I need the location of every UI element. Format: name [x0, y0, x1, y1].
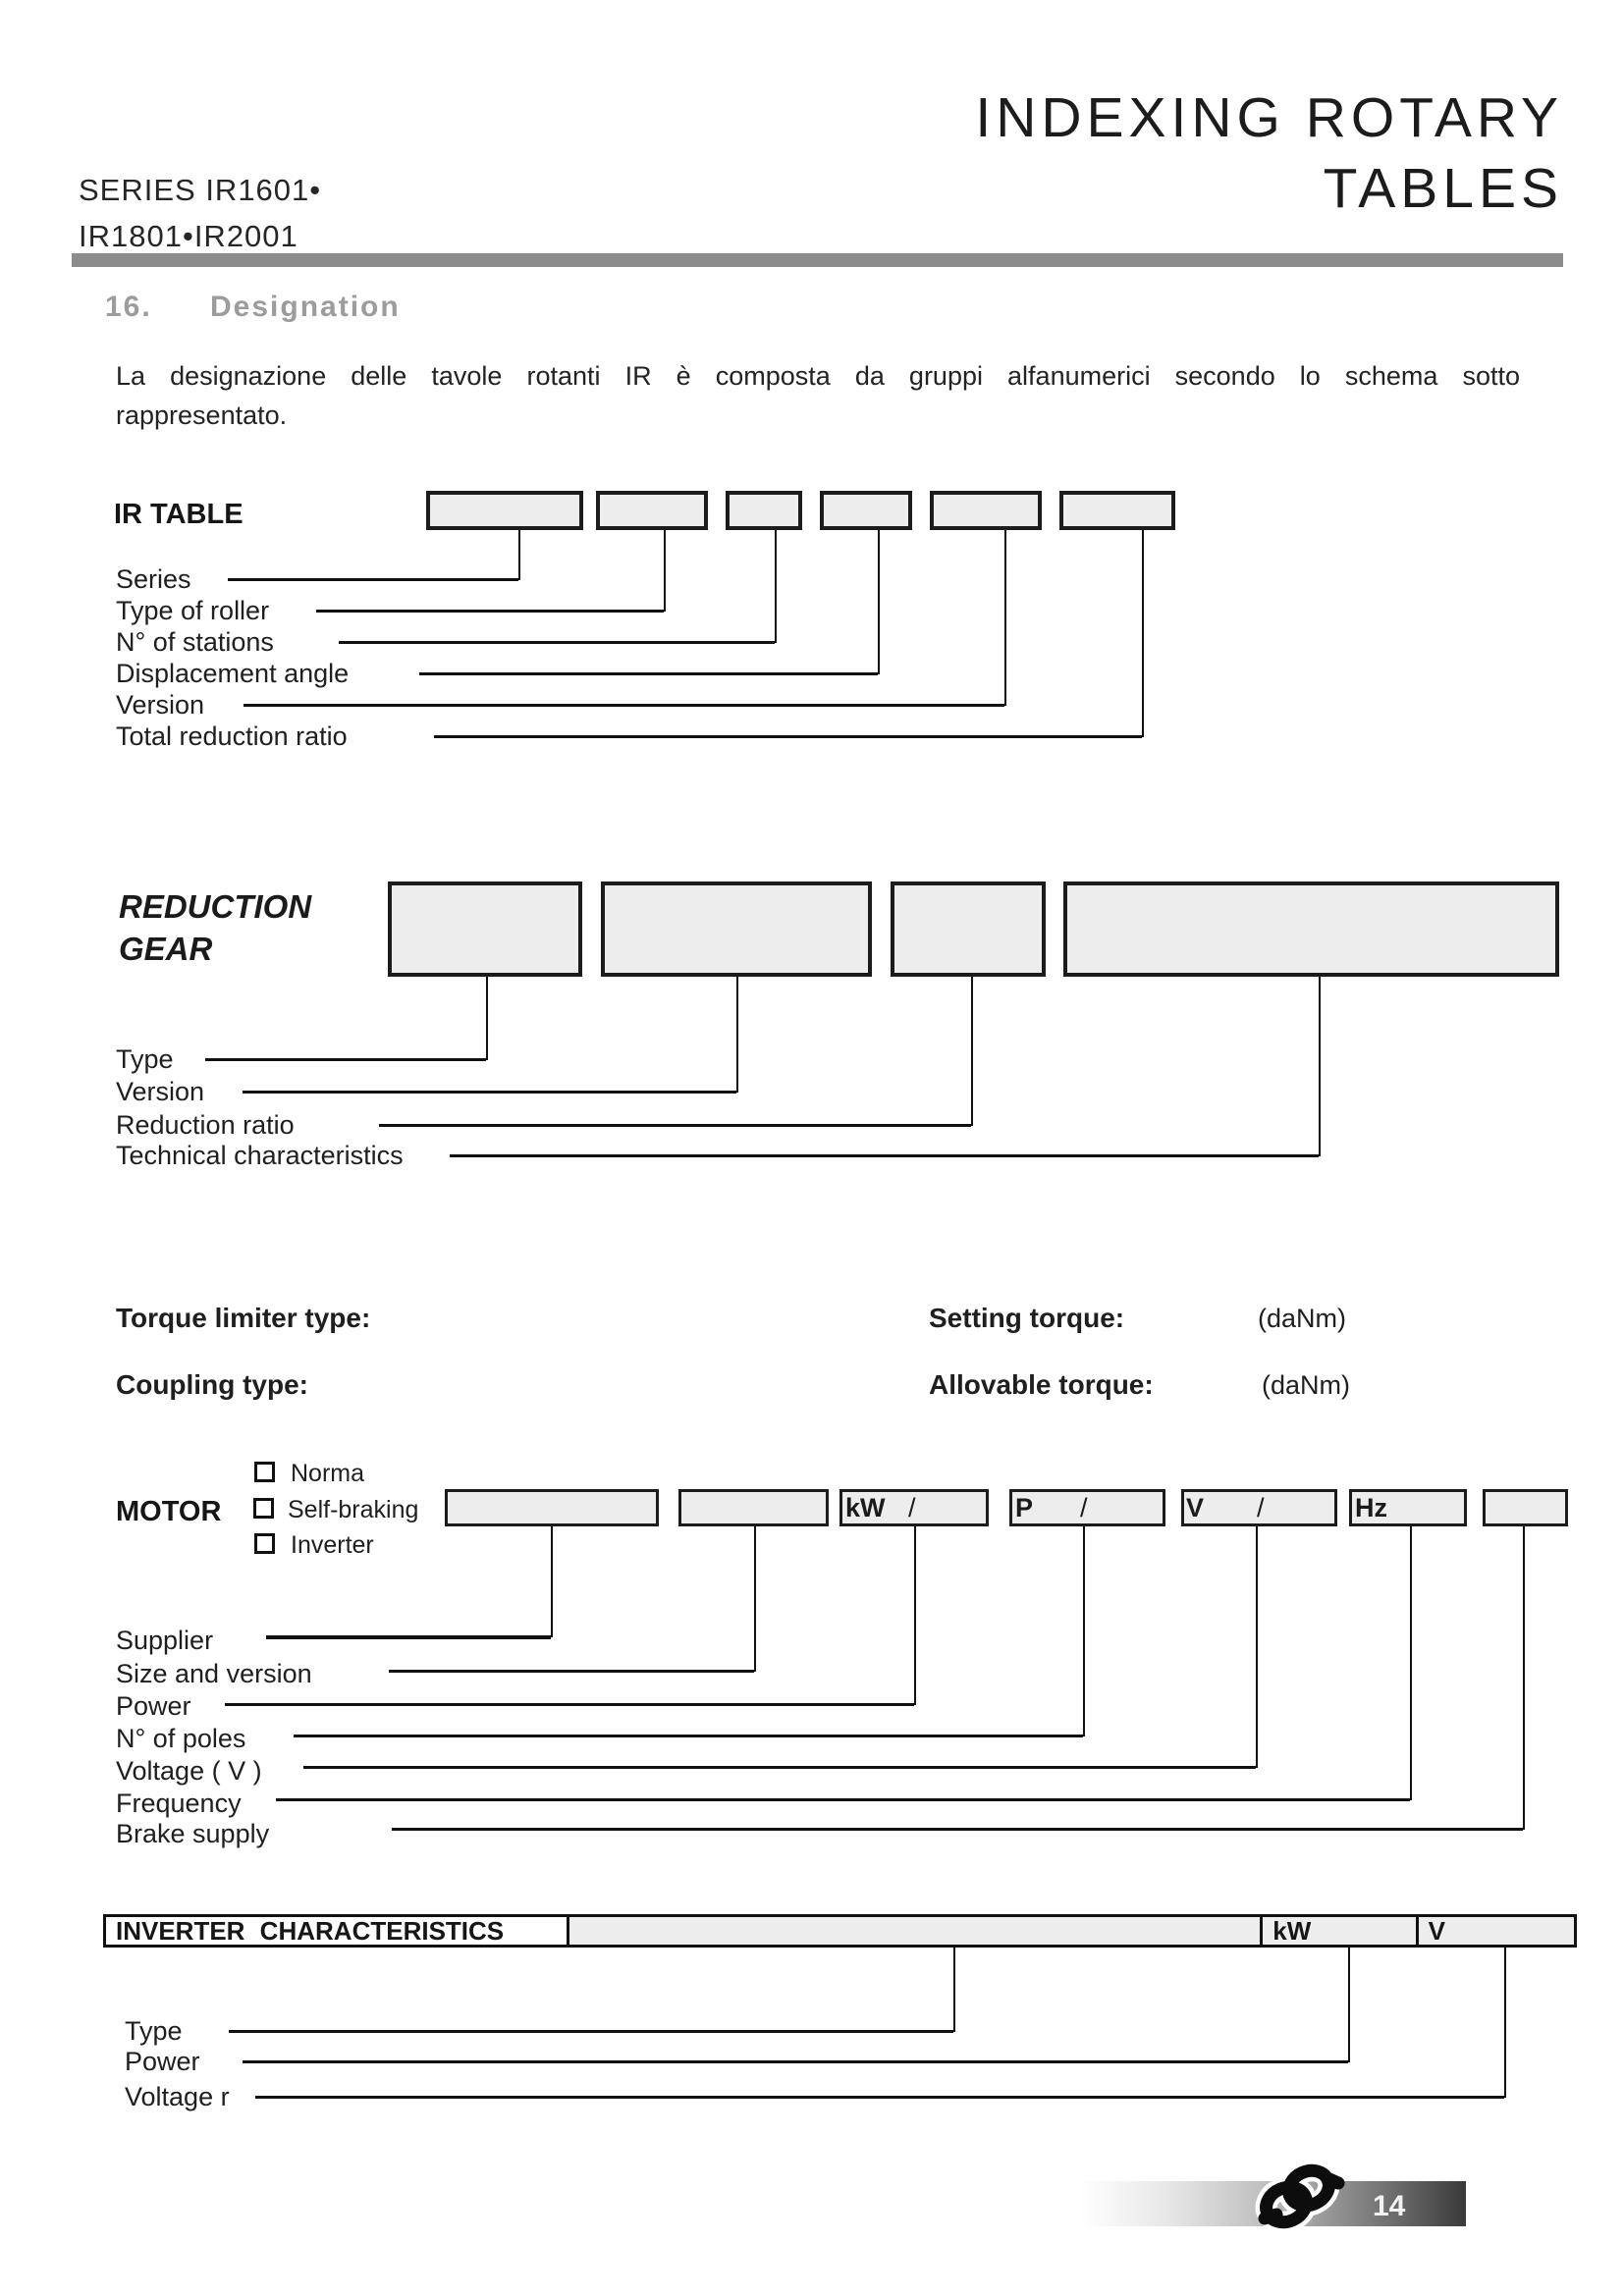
inverter-field-type: Type — [125, 2016, 183, 2046]
drop-line — [664, 530, 666, 612]
ir-field-angle: Displacement angle — [116, 659, 350, 688]
drop-line — [551, 1526, 553, 1637]
leader-line — [255, 2096, 1504, 2099]
drop-line — [775, 530, 777, 643]
rg-field-ratio: Reduction ratio — [116, 1110, 295, 1140]
reduction-gear-label — [119, 885, 311, 970]
section-number: 16. — [105, 291, 152, 323]
inverter-kw-cell — [1263, 1917, 1418, 1945]
rg-box-type — [388, 881, 582, 977]
series-line2: IR1801•IR2001 — [79, 219, 298, 253]
intro-paragraph: La designazione delle tavole rotanti IR è composta da gruppi alfanumerici secondo lo schema sotto rappresentato. — [116, 361, 1520, 430]
page-title-line1: INDEXING ROTARY — [975, 86, 1563, 149]
page-title — [975, 82, 1563, 224]
drop-line — [971, 977, 973, 1126]
hz-cell-label: Hz — [1355, 1493, 1387, 1522]
drop-line — [1523, 1526, 1525, 1830]
inverter-v-cell — [1419, 1917, 1574, 1945]
leader-line — [389, 1670, 754, 1673]
leader-line — [316, 610, 664, 613]
motor-field-power: Power — [116, 1691, 191, 1721]
page-number: 14 — [1373, 2190, 1406, 2222]
ir-box-ratio — [1059, 491, 1175, 530]
ir-field-stations: N° of stations — [116, 627, 274, 657]
series-line1: SERIES IR1601• — [79, 173, 322, 207]
inverter-checkbox-label: Inverter — [291, 1531, 374, 1559]
kw-cell-label: kW — [845, 1493, 886, 1522]
page-title-line2: TABLES — [1323, 157, 1563, 220]
rg-box-ratio — [891, 881, 1046, 977]
header-divider-bar — [72, 253, 1563, 267]
inverter-type-cell — [569, 1917, 1263, 1945]
drop-line — [1410, 1526, 1412, 1800]
section-title: Designation — [210, 291, 401, 323]
ir-box-version — [930, 491, 1042, 530]
motor-box-supplier — [445, 1489, 659, 1526]
ir-table-label: IR TABLE — [114, 499, 244, 530]
drop-line — [1004, 530, 1006, 706]
leader-line — [243, 1091, 736, 1094]
p-slash: / — [1080, 1493, 1088, 1522]
leader-line — [339, 641, 775, 644]
leader-line — [379, 1124, 971, 1127]
ir-box-stations — [726, 491, 802, 530]
inverter-checkbox[interactable] — [254, 1533, 275, 1554]
brand-logo-icon — [1243, 2158, 1353, 2240]
drop-line — [953, 1947, 955, 2032]
v-slash: / — [1257, 1493, 1265, 1522]
motor-field-frequency: Frequency — [116, 1789, 242, 1818]
motor-box-size — [678, 1489, 829, 1526]
reduction-gear-line1: REDUCTION — [119, 888, 312, 925]
drop-line — [518, 530, 520, 580]
drop-line — [1256, 1526, 1258, 1768]
norma-checkbox-label: Norma — [291, 1460, 365, 1487]
drop-line — [486, 977, 488, 1060]
drop-line — [878, 530, 880, 674]
motor-field-voltage: Voltage ( V ) — [116, 1756, 262, 1786]
leader-line — [225, 1703, 914, 1706]
rg-field-version: Version — [116, 1077, 205, 1106]
motor-field-size: Size and version — [116, 1659, 312, 1688]
series-label — [79, 167, 321, 259]
leader-line — [294, 1735, 1083, 1737]
motor-field-supplier: Supplier — [116, 1626, 214, 1655]
inverter-title-cell — [106, 1917, 569, 1945]
inverter-title: INVERTER CHARACTERISTICS — [116, 1916, 505, 1946]
leader-line — [243, 2060, 1348, 2063]
inverter-field-power: Power — [125, 2047, 200, 2076]
coupling-type-label: Coupling type: — [116, 1369, 308, 1400]
setting-torque-unit: (daNm) — [1258, 1304, 1347, 1333]
v-cell-label: V — [1186, 1493, 1205, 1522]
ir-field-version: Version — [116, 690, 205, 720]
leader-line — [276, 1798, 1410, 1801]
drop-line — [1142, 530, 1144, 737]
setting-torque-label: Setting torque: — [929, 1303, 1125, 1333]
p-cell-label: P — [1015, 1493, 1034, 1522]
rg-field-type: Type — [116, 1044, 174, 1074]
norma-checkbox[interactable] — [254, 1462, 275, 1482]
drop-line — [1083, 1526, 1085, 1736]
drop-line — [754, 1526, 756, 1672]
allowable-torque-unit: (daNm) — [1262, 1370, 1351, 1400]
drop-line — [1504, 1947, 1506, 2098]
leader-line — [266, 1635, 551, 1639]
ir-box-roller — [596, 491, 708, 530]
drop-line — [736, 977, 738, 1093]
inverter-characteristics-bar — [103, 1914, 1577, 1948]
leader-line — [244, 704, 1004, 707]
ir-field-series: Series — [116, 564, 191, 594]
allowable-torque-label: Allovable torque: — [929, 1369, 1154, 1400]
drop-line — [1319, 977, 1321, 1156]
leader-line — [434, 735, 1142, 738]
inverter-v-label: V — [1428, 1916, 1445, 1946]
motor-field-brake: Brake supply — [116, 1819, 270, 1848]
torque-limiter-label: Torque limiter type: — [116, 1303, 371, 1333]
rg-box-tech — [1063, 881, 1559, 977]
self-braking-checkbox-label: Self-braking — [288, 1496, 419, 1523]
motor-box-brake — [1483, 1489, 1568, 1526]
motor-label: MOTOR — [116, 1496, 222, 1527]
leader-line — [303, 1766, 1256, 1769]
ir-box-angle — [820, 491, 912, 530]
leader-line — [419, 672, 878, 675]
rg-field-tech: Technical characteristics — [116, 1141, 404, 1170]
leader-line — [392, 1828, 1523, 1831]
self-braking-checkbox[interactable] — [253, 1498, 274, 1519]
kw-slash: / — [908, 1493, 916, 1522]
inverter-kw-label: kW — [1272, 1916, 1312, 1946]
ir-field-ratio: Total reduction ratio — [116, 721, 348, 751]
drop-line — [914, 1526, 916, 1705]
leader-line — [228, 578, 518, 581]
reduction-gear-line2: GEAR — [119, 931, 213, 967]
ir-box-series — [426, 491, 583, 530]
drop-line — [1348, 1947, 1350, 2062]
motor-field-poles: N° of poles — [116, 1724, 246, 1753]
rg-box-version — [601, 881, 872, 977]
ir-field-roller: Type of roller — [116, 596, 270, 625]
leader-line — [205, 1058, 486, 1061]
leader-line — [229, 2030, 953, 2033]
leader-line — [450, 1154, 1319, 1157]
inverter-field-voltage: Voltage r — [125, 2082, 230, 2111]
